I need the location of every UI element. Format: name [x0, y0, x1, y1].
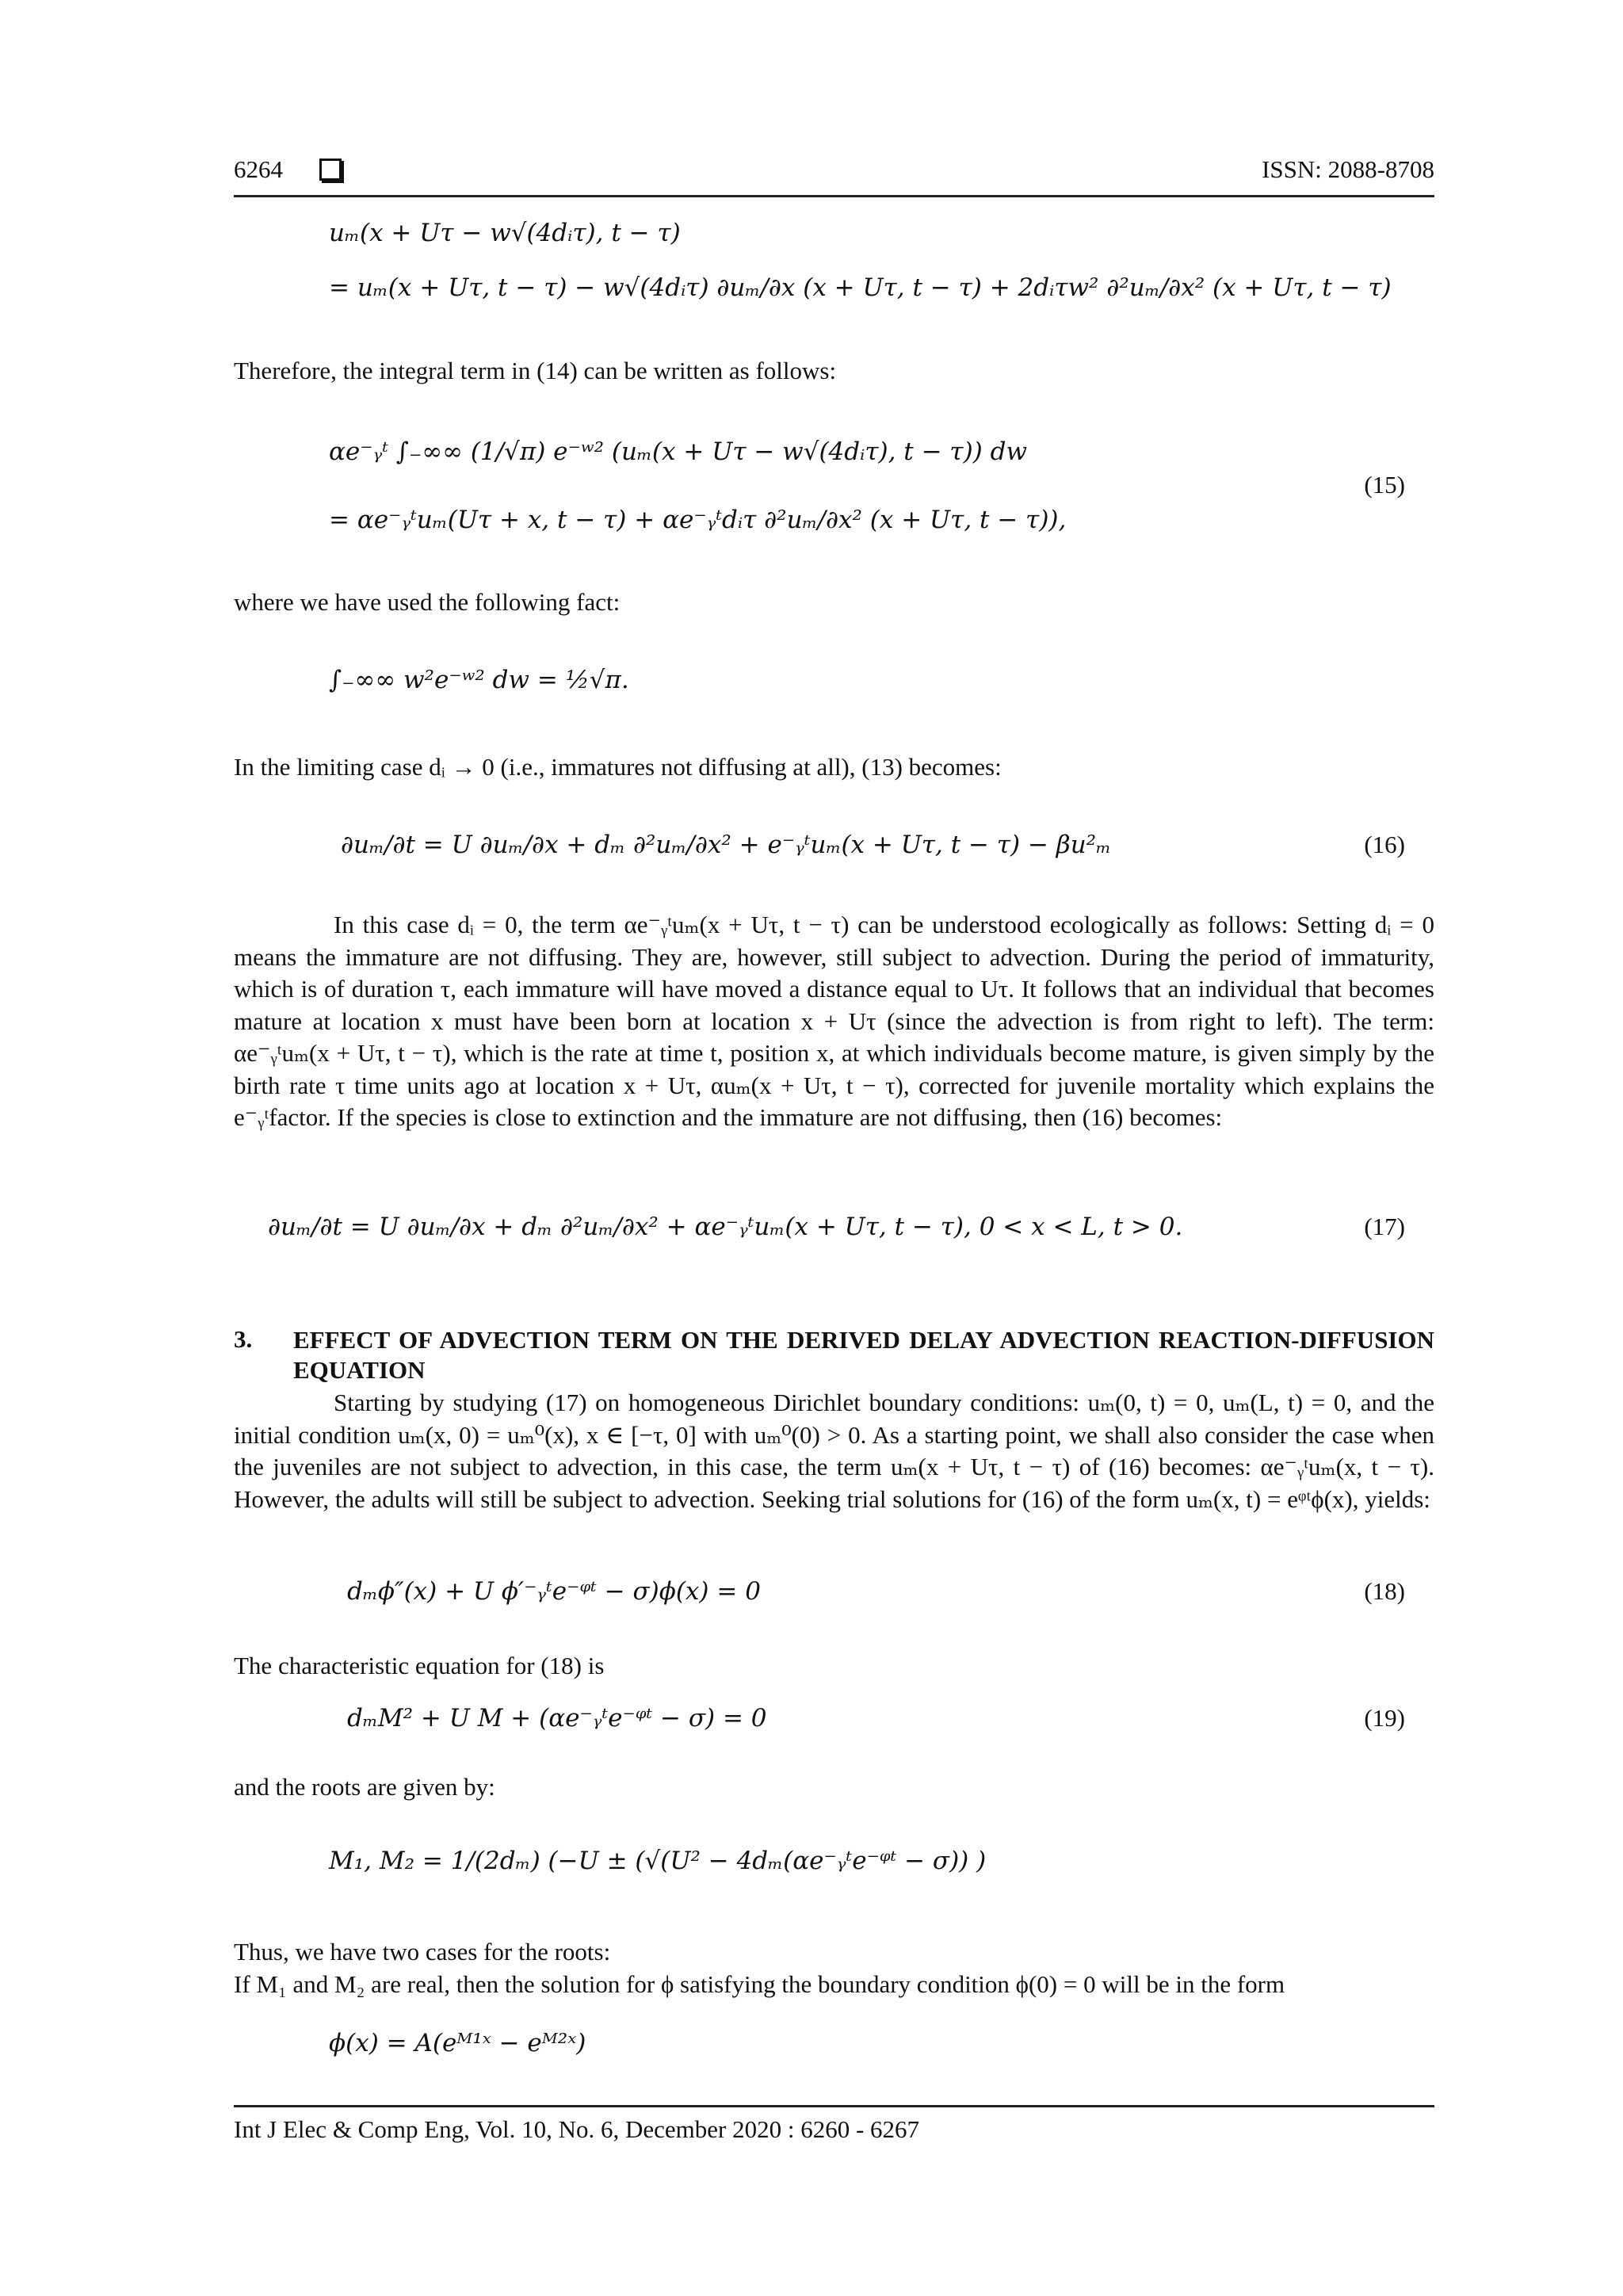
equation-15-line2: = αe⁻ᵧᵗuₘ(Uτ + x, t − τ) + αe⁻ᵧᵗdᵢτ ∂²uₘ/∂x² (x + Uτ, t − τ)),: [329, 506, 1067, 534]
equation-expansion-line2: = uₘ(x + Uτ, t − τ) − w√(4dᵢτ) ∂uₘ/∂x (x + Uτ, t − τ) + 2dᵢτw² ∂²uₘ/∂x² (x + Uτ, t − τ): [329, 273, 1392, 302]
equation-number: (18): [1364, 1577, 1405, 1605]
equation-15-line1: αe⁻ᵧᵗ ∫₋∞∞ (1/√π) e⁻ʷ² (uₘ(x + Uτ − w√(4dᵢτ), t − τ)) dw: [329, 437, 1028, 466]
square-bullet-icon: [319, 159, 342, 181]
paragraph: The characteristic equation for (18) is: [234, 1652, 605, 1679]
equation-number: (19): [1364, 1704, 1405, 1732]
equation-phi: ϕ(x) = A(eᴹ¹ˣ − eᴹ²ˣ): [329, 2029, 586, 2057]
paragraph: Starting by studying (17) on homogeneous Dirichlet boundary conditions: uₘ(0, t) = 0, uₘ(L, t) = 0, and the initial condition uₘ(x, 0) = uₘ⁰(x), x ∈ [−τ, 0] with uₘ⁰(0) > 0. As a starting point, we shall also consider the case when the juveniles are not subject to advection, in this case, the term uₘ(x + Uτ, t − τ) of (16) becomes: αe⁻ᵧᵗuₘ(x, t − τ). However, the adults will still be subject to advection. Seeking trial solutions for (16) of the form uₘ(x, t) = eᵠᵗϕ(x), yields:: [234, 1389, 1434, 1513]
paragraph: Thus, we have two cases for the roots:: [234, 1938, 611, 1966]
equation-16: ∂uₘ/∂t = U ∂uₘ/∂x + dₘ ∂²uₘ/∂x² + e⁻ᵧᵗuₘ(x + Uτ, t − τ) − βu²ₘ: [341, 831, 1112, 859]
equation-expansion-line1: uₘ(x + Uτ − w√(4dᵢτ), t − τ): [329, 219, 681, 247]
paragraph: In the limiting case dᵢ → 0 (i.e., immatures not diffusing at all), (13) becomes:: [234, 753, 1002, 781]
equation-number: (16): [1364, 831, 1405, 858]
section-title: EFFECT OF ADVECTION TERM ON THE DERIVED DELAY ADVECTION REACTION-DIFFUSION EQUATION: [293, 1326, 1434, 1384]
page-footer: [234, 2105, 1434, 2144]
equation-18: dₘϕ″(x) + U ϕ′⁻ᵧᵗe⁻ᵠᵗ − σ)ϕ(x) = 0: [347, 1577, 761, 1606]
section-number: 3.: [234, 1325, 253, 1353]
equation-gaussian-fact: ∫₋∞∞ w²e⁻ʷ² dw = ½√π.: [329, 666, 629, 694]
paragraph: and the roots are given by:: [234, 1773, 495, 1801]
footer-citation: Int J Elec & Comp Eng, Vol. 10, No. 6, December 2020 : 6260 - 6267: [234, 2115, 920, 2143]
paragraph: If M₁ and M₂ are real, then the solution for ϕ satisfying the boundary condition ϕ(0) = 0 will be in the form: [234, 1970, 1285, 1998]
paragraph: where we have used the following fact:: [234, 588, 621, 616]
page-number: 6264: [234, 155, 283, 183]
equation-17: ∂uₘ/∂t = U ∂uₘ/∂x + dₘ ∂²uₘ/∂x² + αe⁻ᵧᵗuₘ(x + Uτ, t − τ), 0 < x < L, t > 0.: [268, 1213, 1183, 1241]
paragraph: Therefore, the integral term in (14) can be written as follows:: [234, 357, 837, 384]
equation-number: (17): [1364, 1213, 1405, 1240]
paragraph: In this case dᵢ = 0, the term αe⁻ᵧᵗuₘ(x + Uτ, t − τ) can be understood ecologically as follows: Setting dᵢ = 0 means the immature are not diffusing. They are, however, still subject to advection. During the period of immaturity, which is of duration τ, each immature will have moved a distance equal to Uτ. It follows that an individual that becomes mature at location x must have been born at location x + Uτ (since the advection is from right to left). The term: αe⁻ᵧᵗuₘ(x + Uτ, t − τ), which is the rate at time t, position x, at which individuals become mature, is given simply by the birth rate τ time units ago at location x + Uτ, αuₘ(x + Uτ, t − τ), corrected for juvenile mortality which explains the e⁻ᵧᵗfactor. If the species is close to extinction and the immature are not diffusing, then (16) becomes:: [234, 911, 1434, 1131]
page-header: [234, 155, 1434, 197]
equation-roots: M₁, M₂ = 1/(2dₘ) (−U ± (√(U² − 4dₘ(αe⁻ᵧᵗe⁻ᵠᵗ − σ)) ): [329, 1847, 987, 1875]
equation-19: dₘM² + U M + (αe⁻ᵧᵗe⁻ᵠᵗ − σ) = 0: [347, 1704, 767, 1733]
issn: ISSN: 2088-8708: [1262, 155, 1434, 183]
equation-number: (15): [1364, 471, 1405, 499]
